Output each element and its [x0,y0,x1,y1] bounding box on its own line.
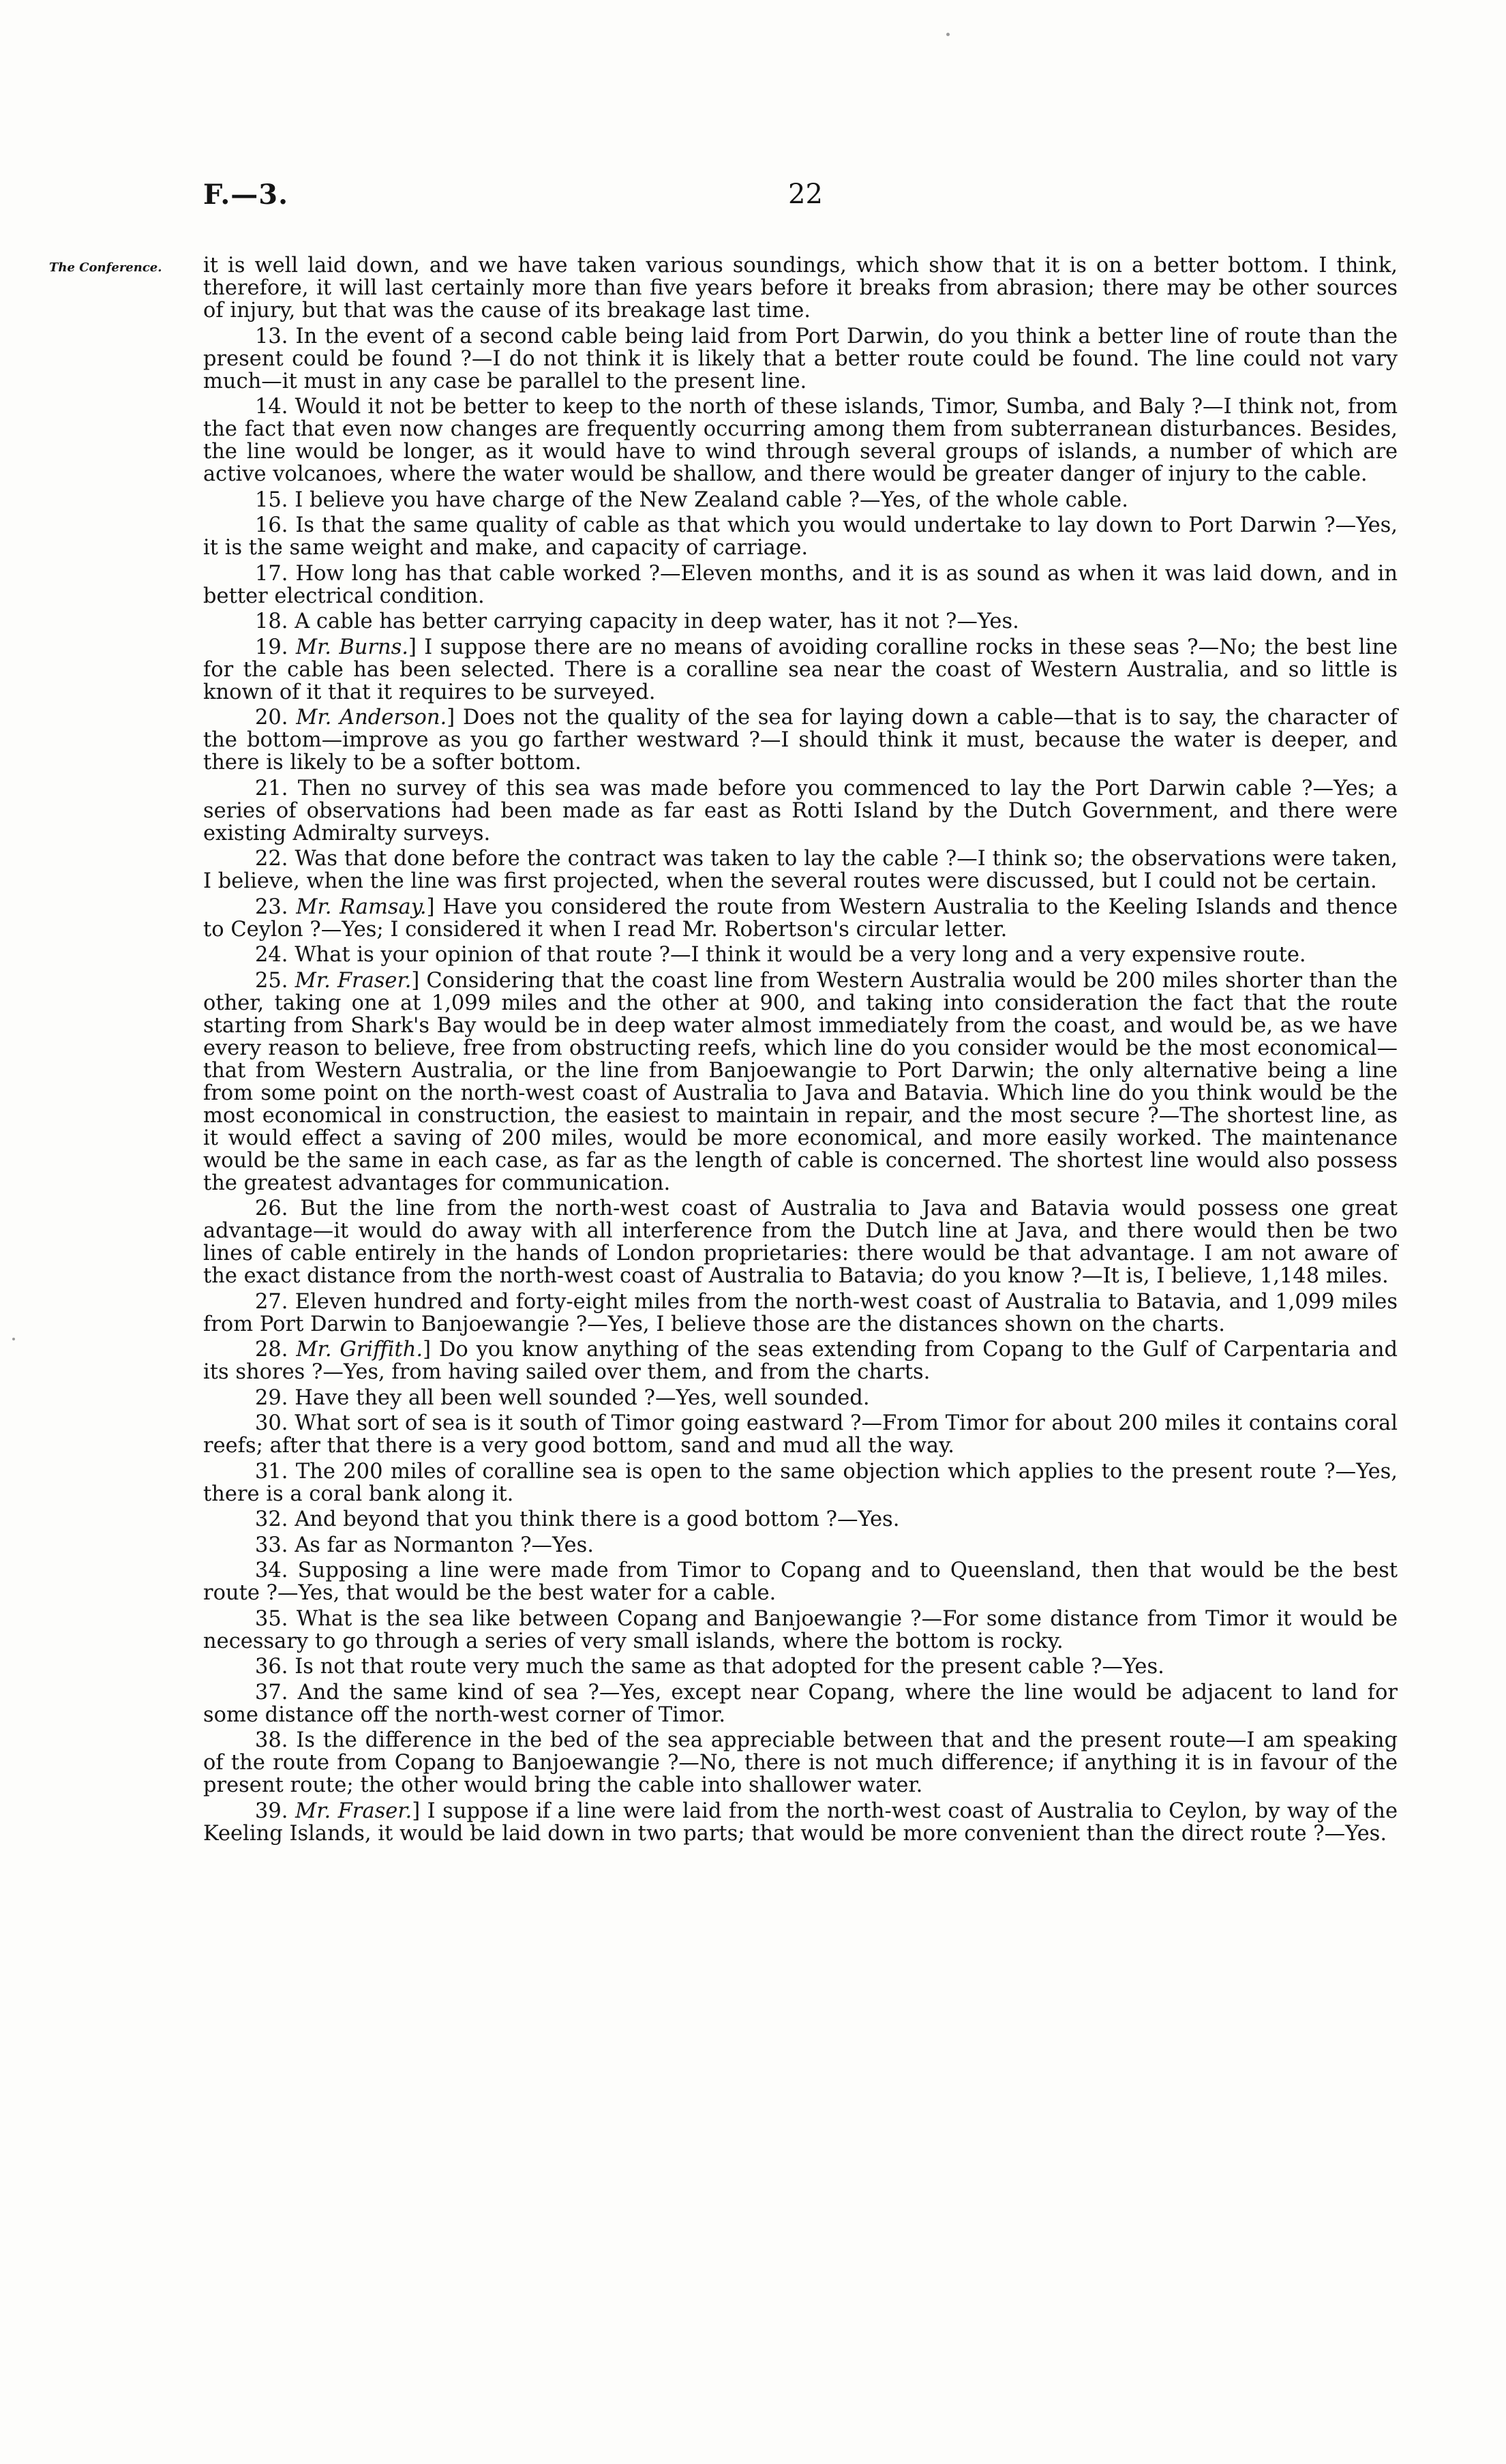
question-number: 39. [255,1799,295,1823]
paragraph [203,562,1398,607]
paragraph-text: 13. In the event of a second cable being laid from Port Darwin, do you think a better line of route than the present could be found ?—I do not think it is likely that a better route could be found. The line could not vary much—it must in any case be parallel to the present line. [203,324,1398,393]
paragraph-text: 33. As far as Normanton ?—Yes. [255,1533,594,1557]
paragraph [203,1559,1398,1604]
speaker-name: Mr. Ramsay. [296,895,427,919]
paragraph [203,847,1398,892]
paragraph-text: 17. How long has that cable worked ?—Eleven months, and it is as sound as when it was laid down, and in better electrical condition. [203,561,1398,608]
paragraph [203,489,1398,511]
paragraph-text: ] Do you know anything of the seas extending from Copang to the Gulf of Carpentaria and its shores ?—Yes, from having sailed over them, and from the charts. [203,1338,1398,1384]
paragraph [203,1508,1398,1531]
speaker-name: Mr. Fraser. [295,968,412,993]
paragraph [203,254,1398,322]
paragraph-text: 22. Was that done before the contract was taken to lay the cable ?—I think so; the observations were taken, I believe, when the line was first projected, when the several routes were discussed, but I could not be certain. [203,847,1398,893]
paragraph [203,514,1398,559]
paragraph [203,395,1398,485]
paragraph-text: ] I suppose if a line were laid from the north-west coast of Australia to Ceylon, by way of the Keeling Islands, it would be laid down in two parts; that would be more convenient than the direct route ?—Yes. [203,1799,1398,1846]
page-number: 22 [788,179,823,210]
paragraph [203,1729,1398,1797]
paragraph [203,1460,1398,1505]
ink-speck [12,1338,15,1340]
paragraph-text: ] Have you considered the route from Western Australia to the Keeling Islands and thence to Ceylon ?—Yes; I considered it when I read Mr. Robertson's circular letter. [203,895,1398,942]
paragraph-text: 30. What sort of sea is it south of Timor going eastward ?—From Timor for about 200 miles it contains coral reefs; after that there is a very good bottom, sand and mud all the way. [203,1411,1398,1458]
paragraph-text: 18. A cable has better carrying capacity in deep water, has it not ?—Yes. [255,610,1019,633]
paragraph-text: 21. Then no survey of this sea was made before you commenced to lay the Port Darwin cable ?—Yes; a series of observations had been made as far east as Rotti Island by the Dutch Government, and there were existing Admiralty surveys. [203,776,1398,845]
paragraph [203,970,1398,1195]
margin-note: The Conference. [49,260,162,275]
speaker-name: Mr. Burns. [295,635,408,659]
speaker-name: Mr. Fraser. [295,1799,412,1823]
paragraph-text: 16. Is that the same quality of cable as that which you would undertake to lay down to Port Darwin ?—Yes, it is the same weight and make, and capacity of carriage. [203,513,1398,560]
paragraph-text: 37. And the same kind of sea ?—Yes, except near Copang, where the line would be adjacent to land for some distance off the north-west corner of Timor. [203,1680,1398,1727]
paragraph [203,777,1398,845]
question-number: 23. [255,895,297,919]
paragraph-text: 36. Is not that route very much the same as that adopted for the present cable ?—Yes. [255,1655,1164,1679]
question-number: 28. [255,1338,297,1362]
paragraph [203,1412,1398,1457]
paragraph-text: 27. Eleven hundred and forty-eight miles from the north-west coast of Australia to Batavia, and 1,099 miles from Port Darwin to Banjoewangie ?—Yes, I believe those are the distances shown on the charts. [203,1289,1398,1336]
paragraph [203,944,1398,966]
paragraph-text: 35. What is the sea like between Copang and Banjoewangie ?—For some distance from Timor it would be necessary to go through a series of very small islands, where the bottom is rocky. [203,1606,1398,1653]
document-code: F.—3. [203,179,289,211]
question-number: 25. [255,968,295,993]
paragraph [203,325,1398,393]
paragraph [203,1291,1398,1336]
speaker-name: Mr. Anderson. [296,706,447,730]
paragraph-text: 24. What is your opinion of that route ?—I think it would be a very long and a very expensive route. [255,943,1306,967]
paragraph-text: 38. Is the difference in the bed of the sea appreciable between that and the present route—I am speaking of the route from Copang to Banjoewangie ?—No, there is not much difference; if anything it is in favour of the present route; the other would bring the cable into shallower water. [203,1728,1398,1797]
paragraph-text: 32. And beyond that you think there is a good bottom ?—Yes. [255,1507,900,1531]
question-number: 19. [255,635,296,659]
paragraph [203,1338,1398,1383]
paragraph [203,1534,1398,1557]
paragraph-text: 31. The 200 miles of coralline sea is open to the same objection which applies to the present route ?—Yes, there is a coral bank along it. [203,1459,1398,1506]
paragraph [203,636,1398,704]
paragraph-text: ] I suppose there are no means of avoiding coralline rocks in these seas ?—No; the best line for the cable has been selected. There is a coralline sea near the coast of Western Australia, and so little is known of it that it requires to be surveyed. [203,635,1398,704]
paragraph-text: 14. Would it not be better to keep to the north of these islands, Timor, Sumba, and Baly ?—I think not, from the fact that even now changes are frequently occurring among them from subterranean disturbances. Besides, the line would be longer, as it would have to wind through several groups of islands, a number of which are active volcanoes, where the water would be shallow, and there would be greater danger of injury to the cable. [203,395,1398,486]
ink-speck [946,33,950,36]
page-header [203,179,1274,220]
speaker-name: Mr. Griffith. [296,1338,423,1362]
paragraph [203,1681,1398,1726]
paragraph-text: ] Does not the quality of the sea for laying down a cable—that is to say, the character of the bottom—improve as you go farther westward ?—I should think it must, because the water is deeper, and there is likely to be a softer bottom. [203,706,1398,775]
paragraph [203,1655,1398,1678]
paragraph [203,1197,1398,1287]
question-number: 20. [255,706,297,730]
paragraph-text: ] Considering that the coast line from Western Australia would be 200 miles shorter than the other, taking one at 1,099 miles and the other at 900, and taking into consideration the fact that the route starting from Shark's Bay would be in deep water almost immediately from the coast, and would be, as we have every reason to believe, free from obstructing reefs, which line do you consider would be the most economical—that from Western Australia, or the line from Banjoewangie to Port Darwin; the only alternative being a line from some point on the north-west coast of Australia to Java and Batavia. Which line do you think would be the most economical in construction, the easiest to maintain in repair, and the most secure ?—The shortest line, as it would effect a saving of 200 miles, would be more economical, and more easily worked. The maintenance would be the same in each case, as far as the length of cable is concerned. The shortest line would also possess the greatest advantages for communication. [203,968,1398,1195]
document-body [203,254,1398,1848]
paragraph [203,1387,1398,1409]
paragraph [203,610,1398,633]
paragraph-text: it is well laid down, and we have taken various soundings, which show that it is on a better bottom. I think, therefore, it will last certainly more than five years before it breaks from abrasion; there may be other sources of injury, but that was the cause of its breakage last time. [203,254,1398,322]
paragraph-text: 26. But the line from the north-west coast of Australia to Java and Batavia would possess one great advantage—it would do away with all interference from the Dutch line at Java, and there would then be two lines of cable entirely in the hands of London proprietaries: there would be that advantage. I am not aware of the exact distance from the north-west coast of Australia to Batavia; do you know ?—It is, I believe, 1,148 miles. [203,1197,1398,1288]
paragraph-text: 29. Have they all been well sounded ?—Yes, well sounded. [255,1385,870,1410]
paragraph [203,1608,1398,1653]
paragraph-text: 15. I believe you have charge of the New Zealand cable ?—Yes, of the whole cable. [255,487,1128,512]
paragraph [203,1800,1398,1845]
paragraph [203,896,1398,941]
paragraph [203,706,1398,774]
paragraph-text: 34. Supposing a line were made from Timor to Copang and to Queensland, then that would be the best route ?—Yes, that would be the best water for a cable. [203,1559,1398,1605]
